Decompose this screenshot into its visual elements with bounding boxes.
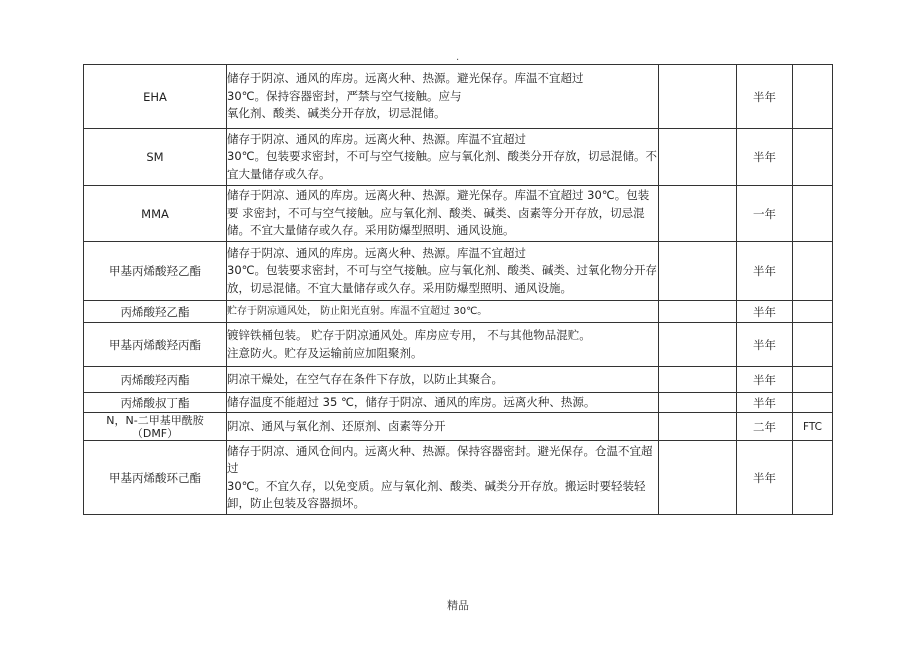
blank-cell <box>659 413 737 441</box>
extra-note <box>793 65 833 129</box>
storage-condition: 阴凉干燥处，在空气存在条件下存放，以防止其聚合。 <box>227 367 659 393</box>
chemical-name: MMA <box>84 186 227 242</box>
shelf-life: 半年 <box>737 301 793 323</box>
shelf-life: 半年 <box>737 323 793 367</box>
table-row <box>84 323 833 367</box>
shelf-life: 半年 <box>737 441 793 515</box>
blank-cell <box>659 65 737 129</box>
extra-note <box>793 441 833 515</box>
table-row <box>84 413 833 441</box>
extra-note: FTC <box>793 413 833 441</box>
table-row <box>84 242 833 301</box>
storage-condition: 储存于阴凉、通风的库房。远离火种、热源。避光保存。库温不宜超过 30℃。包装要 求密封，不可与空气接触。应与氧化剂、酸类、碱类、卤素等分开存放，切忌混储。不宜大量储存或久存。采用防爆型照明、通风设施。 <box>227 186 659 242</box>
extra-note <box>793 367 833 393</box>
extra-note <box>793 129 833 186</box>
chemical-name: 丙烯酸羟乙酯 <box>84 301 227 323</box>
chemical-name: 甲基丙烯酸羟乙酯 <box>84 242 227 301</box>
table-row <box>84 301 833 323</box>
extra-note <box>793 242 833 301</box>
table-row <box>84 367 833 393</box>
table-row <box>84 65 833 129</box>
chemical-name: SM <box>84 129 227 186</box>
extra-note <box>793 393 833 413</box>
header-mark: . <box>456 52 460 63</box>
table-row <box>84 186 833 242</box>
storage-condition: 镀锌铁桶包装。 贮存于阴凉通风处。库房应专用， 不与其他物品混贮。 注意防火。贮存及运输前应加阻聚剂。 <box>227 323 659 367</box>
storage-condition: 储存于阴凉、通风的库房。远离火种、热源。库温不宜超过 30℃。包装要求密封，不可与空气接触。应与氧化剂、酸类、碱类、过氧化物分开存放，切忌混储。不宜大量储存或久存。采用防爆型照明、通风设施。 <box>227 242 659 301</box>
shelf-life: 半年 <box>737 393 793 413</box>
blank-cell <box>659 367 737 393</box>
table-row <box>84 441 833 515</box>
shelf-life: 一年 <box>737 186 793 242</box>
blank-cell <box>659 323 737 367</box>
chemical-name: N，N-二甲基甲酰胺 （DMF） <box>84 413 227 441</box>
blank-cell <box>659 393 737 413</box>
blank-cell <box>659 441 737 515</box>
storage-condition: 储存温度不能超过 35 ℃，储存于阴凉、通风的库房。远离火种、热源。 <box>227 393 659 413</box>
table-row <box>84 129 833 186</box>
chemical-name: 丙烯酸羟丙酯 <box>84 367 227 393</box>
shelf-life: 二年 <box>737 413 793 441</box>
shelf-life: 半年 <box>737 129 793 186</box>
storage-condition: 贮存于阴凉通风处， 防止阳光直射。库温不宜超过 30℃。 <box>227 301 659 323</box>
shelf-life: 半年 <box>737 65 793 129</box>
extra-note <box>793 323 833 367</box>
shelf-life: 半年 <box>737 367 793 393</box>
chemical-name: 甲基丙烯酸环己酯 <box>84 441 227 515</box>
extra-note <box>793 186 833 242</box>
extra-note <box>793 301 833 323</box>
storage-condition: 储存于阴凉、通风的库房。远离火种、热源。避光保存。库温不宜超过 30℃。保持容器密封，严禁与空气接触。应与 氧化剂、酸类、碱类分开存放，切忌混储。 <box>227 65 659 129</box>
chemical-name: 丙烯酸叔丁酯 <box>84 393 227 413</box>
chemical-name: EHA <box>84 65 227 129</box>
blank-cell <box>659 129 737 186</box>
storage-table <box>83 64 833 515</box>
blank-cell <box>659 301 737 323</box>
storage-condition: 储存于阴凉、通风的库房。远离火种、热源。库温不宜超过 30℃。包装要求密封，不可与空气接触。应与氧化剂、酸类分开存放，切忌混储。不宜大量储存或久存。 <box>227 129 659 186</box>
chemical-name: 甲基丙烯酸羟丙酯 <box>84 323 227 367</box>
blank-cell <box>659 242 737 301</box>
storage-condition: 储存于阴凉、通风仓间内。远离火种、热源。保持容器密封。避光保存。仓温不宜超过 30℃。不宜久存，以免变质。应与氧化剂、酸类、碱类分开存放。搬运时要轻装轻卸，防止包装及容器损坏。 <box>227 441 659 515</box>
storage-condition: 阴凉、通风与氧化剂、还原剂、卤素等分开 <box>227 413 659 441</box>
table-row <box>84 393 833 413</box>
footer-text: 精品 <box>447 599 469 612</box>
shelf-life: 半年 <box>737 242 793 301</box>
blank-cell <box>659 186 737 242</box>
